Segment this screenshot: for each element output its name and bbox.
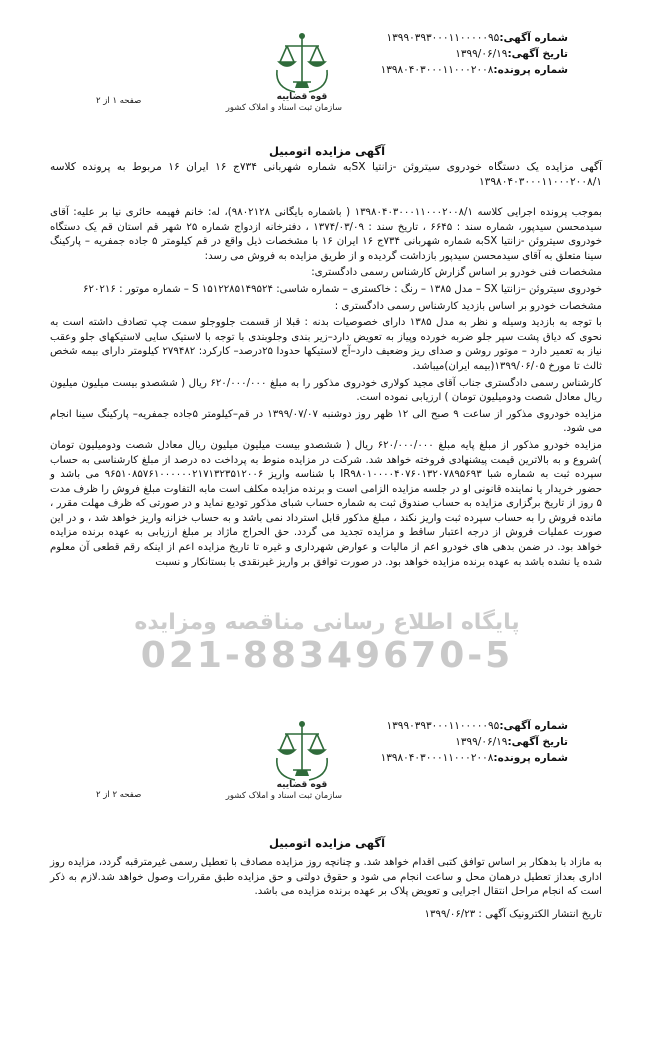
body-paragraph: خودروی سیتروئن –زانتیا SX – مدل ۱۳۸۵ – رنگ : خاکستری – شماره شاسی: ۱۵۱۲۲۸۵۱۴۹۵۲۴ S – شماره موتور : ۶۲۰۲۱۶ bbox=[83, 283, 602, 295]
page-number: صفحه ۲ از ۲ bbox=[96, 790, 142, 800]
document-title: آگهی مزایده اتومبیل bbox=[268, 836, 386, 850]
body-paragraph: مزایده خودرو مذکور از مبلغ پایه مبلغ ۶۲۰/۰۰۰/۰۰۰ ریال ( ششصدو بیست میلیون میلیون ریال معادل شصت ودومیلیون تومان )شروع و به بالاترین قیمت پیشنهادی فروخته خواهد شد. شرکت در مزایده منوط به پرداخت ده درصد از مبلغ کارشناسی به حساب سپرده ثبت به شماره شبا IR۹۸۰۱۰۰۰۰۴۰۷۶۰۱۳۲۰۷۸۹۵۶۹۳ با شناسه واریز ۹۶۵۱۰۸۵۷۶۱۰۰۰۰۰۰۲۱۷۱۳۲۳۵۱۲۰۰۶ می باشد و حضور خریدار یا نماینده قانونی او در جلسه مزایده الزامی است و برنده مزایده مکلف است مابه التفاوت مبلغ فروش را ظرف مدت ۵ روز از تاریخ برگزاری مزایده به حساب صندوق ثبت به شماره حساب شبای مذکور تودیع نماید و در صورتی که ظرف مهلت مقرر ، مانده فروش را به حساب سپرده ثبت واریز نکند ، مبلغ مذکور قابل استرداد نمی باشد و به حساب خزانه واریز خواهد شد ، و در این صورت عملیات فروش از درجه اعتبار ساقط و مزایده تجدید می گردد. حق الحراج ماژاد بر مبلغ ارزیابی به عهده برنده مزایده خواهد بود. در ضمن بدهی های خودرو اعم از مالیات و عوارض شهرداری و غیره تا تاریخ مزایده اعم از اینکه رقم قطعی آن معلوم شده یا نشده باشد به عهده برنده مزایده خواهد بود. در صورت توافق بر واریز غیرنقدی با بستانکار و نسبت bbox=[50, 439, 603, 568]
scales-of-justice-icon bbox=[273, 718, 331, 784]
ad-date-label: تاریخ آگهی: bbox=[507, 736, 568, 748]
org-subtitle: سازمان ثبت اسناد و املاک کشور bbox=[225, 791, 342, 801]
ad-number: ۱۳۹۹۰۳۹۳۰۰۰۱۱۰۰۰۰۰۹۵ bbox=[386, 720, 500, 732]
header-page-1 bbox=[0, 30, 654, 140]
header-page-2 bbox=[0, 718, 654, 828]
body-paragraph: مشخصات خودرو بر اساس بازدید کارشناس رسمی دادگستری : bbox=[334, 300, 602, 312]
page-number: صفحه ۱ از ۲ bbox=[96, 96, 142, 106]
watermark-name: پایگاه اطلاع رسانی مناقصه ومزایده bbox=[134, 610, 520, 635]
document-title: آگهی مزایده اتومبیل bbox=[268, 144, 386, 158]
judiciary-emblem bbox=[225, 30, 342, 140]
publish-date: تاریخ انتشار الکترونیک آگهی : ۱۳۹۹/۰۶/۲۳ bbox=[424, 908, 602, 920]
ad-number-label: شماره آگهی: bbox=[499, 32, 568, 44]
org-subtitle: سازمان ثبت اسناد و املاک کشور bbox=[225, 103, 342, 113]
body-paragraph: با توجه به بازدید وسیله و نظر به مدل ۱۳۸۵ دارای خصوصیات بدنه : قبلا از قسمت جلووجلو سمت چپ تصادف داشته است به نحوی که دیاق پشت سپر جلو ضربه خورده وپیاز به تعویض دارد–زیر بندی وجلوبندی با توجه با لاستیک سایی لاستیکهای جلو وعقب نیاز به تعمیر دارد – موتور روشن و صدای ریز وضعیف دارد–آج لاستیکها حدودا ۲۵درصد– کارکرد: ۲۷۹۴۸۲ کیلومتر دارای بیمه شخص ثالث تا مورخ ۱۳۹۹/۰۶/۰۵(بیمه ایران)میباشد. bbox=[50, 317, 603, 372]
org-name: قوه قضاییه bbox=[276, 780, 328, 790]
watermark-phone: 021-88349670-5 bbox=[140, 635, 514, 676]
case-number-label: شماره پرونده: bbox=[493, 752, 568, 764]
ad-number-label: شماره آگهی: bbox=[499, 720, 568, 732]
ad-meta bbox=[381, 30, 568, 78]
body-text-page-1 bbox=[50, 206, 602, 572]
body-paragraph: مشخصات فنی خودرو بر اساس گزارش کارشناس رسمی دادگستری: bbox=[311, 267, 602, 279]
ad-date: ۱۳۹۹/۰۶/۱۹ bbox=[455, 48, 508, 60]
case-number: ۱۳۹۸۰۴۰۳۰۰۰۱۱۰۰۰۲۰۰۸ bbox=[380, 64, 494, 76]
body-text-page-2 bbox=[50, 856, 602, 924]
org-name: قوه قضاییه bbox=[276, 92, 328, 102]
judiciary-emblem bbox=[225, 718, 342, 828]
case-number-label: شماره پرونده: bbox=[493, 64, 568, 76]
ad-date: ۱۳۹۹/۰۶/۱۹ bbox=[455, 736, 508, 748]
body-paragraph: مزایده خودروی مذکور از ساعت ۹ صبح الی ۱۲ ظهر روز دوشنبه ۱۳۹۹/۰۷/۰۷ در قم–کیلومتر ۵جاده جمفریه– پارکینگ سینا انجام می شود. bbox=[50, 408, 602, 435]
scales-of-justice-icon bbox=[273, 30, 331, 96]
watermark bbox=[0, 610, 654, 676]
ad-meta bbox=[381, 718, 568, 766]
ad-date-label: تاریخ آگهی: bbox=[507, 48, 568, 60]
body-paragraph: کارشناس رسمی دادگستری جناب آقای مجید کولاری خودروی مذکور را به مبلغ ۶۲۰/۰۰۰/۰۰۰ ریال ( ششصدو بیست میلیون میلیون ریال معادل شصت ودومیلیون تومان ) ارزیابی نموده است. bbox=[50, 377, 602, 404]
body-paragraph: به مازاد با بدهکار بر اساس توافق کتبی اقدام خواهد شد. و چنانچه روز مزایده مصادف با تعطیل رسمی غیرمترقبه گردد، مزایده روز اداری بعداز تعطیل درهمان محل و ساعت انجام می شود و حقوق دولتی و حق مزایده طبق مقررات وصول خواهد شد.لازم به ذکر است که انجام مراحل انتقال اجرایی و تعویض پلاک بر عهده برنده مزایده می باشد. bbox=[50, 857, 602, 898]
body-paragraph: بموجب پرونده اجرایی کلاسه ۱۳۹۸۰۴۰۳۰۰۰۱۱۰۰۰۲۰۰۸/۱ ( باشماره بایگانی ۹۸۰۲۱۲۸)، له: خانم فهیمه حائری نیا بر علیه: آقای سیدمحسن سیدپور، شماره سند : ۶۶۴۵ ، تاریخ سند : ۱۳۷۴/۰۳/۰۹ ، دفترخانه ازدواج شماره ۲۵ شهر قم استان قم یک دستگاه خودروی سیتروئن -زانتیا SXبه شماره شهربانی ۷۳۴ج ۱۶ ایران ۱۶ با مشخصات ذیل واقع در قم کیلومتر ۵ جاده جمفریه – پارکینگ سینا متعلق به آقای سیدمحسن سیدپور بازداشت گردیده و از طریق مزایده به فروش می رسد: bbox=[50, 207, 603, 262]
case-number: ۱۳۹۸۰۴۰۳۰۰۰۱۱۰۰۰۲۰۰۸ bbox=[380, 752, 494, 764]
ad-number: ۱۳۹۹۰۳۹۳۰۰۰۱۱۰۰۰۰۰۹۵ bbox=[386, 32, 500, 44]
subtitle bbox=[50, 160, 602, 191]
subtitle-text: آگهی مزایده یک دستگاه خودروی سیتروئن -زانتیا SXبه شماره شهربانی ۷۳۴ج ۱۶ ایران ۱۶ مربوط به پرونده کلاسه ۱۳۹۸۰۴۰۳۰۰۰۱۱۰۰۰۲۰۰۸/۱ bbox=[50, 161, 602, 188]
